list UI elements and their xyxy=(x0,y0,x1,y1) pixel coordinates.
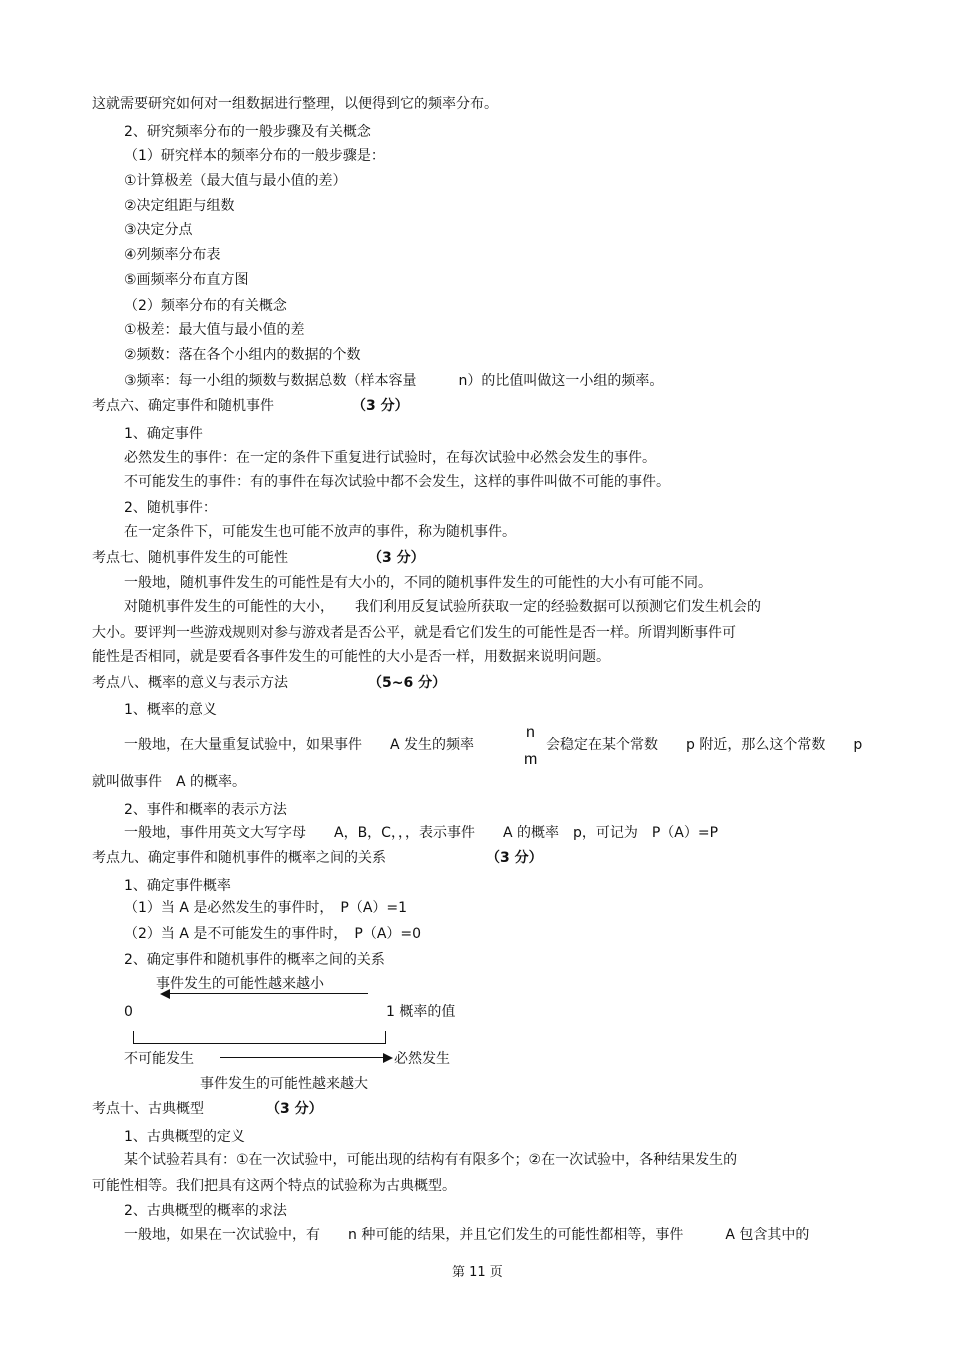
text-line: 1、确定事件 xyxy=(124,426,203,442)
sub-heading: （2）频率分布的有关概念 xyxy=(124,298,287,314)
text-line: 对随机事件发生的可能性的大小， 我们利用反复试验所获取一定的经验数据可以预测它们发生机会的 xyxy=(124,599,761,615)
kp8-score: （5~6 分） xyxy=(368,675,447,691)
range-bracket xyxy=(133,1031,386,1044)
text-line: 一般地，事件用英文大写字母 A，B，C，，，表示事件 A 的概率 p，可记为 P（A）=P xyxy=(124,825,719,841)
text-line: 2、事件和概率的表示方法 xyxy=(124,802,287,818)
text-line: 2、确定事件和随机事件的概率之间的关系 xyxy=(124,952,385,968)
kp10-title: 考点十、古典概型 xyxy=(92,1101,204,1117)
diagram-value-one: 1 概率的值 xyxy=(386,1004,456,1020)
list-item: ②频数：落在各个小组内的数据的个数 xyxy=(124,347,361,363)
arrow-line xyxy=(220,1057,384,1058)
arrow-right-icon xyxy=(383,1053,393,1063)
section-heading: 2、研究频率分布的一般步骤及有关概念 xyxy=(124,124,371,140)
list-item: ④列频率分布表 xyxy=(124,247,221,263)
sub-heading: （1）研究样本的频率分布的一般步骤是： xyxy=(124,148,385,164)
text-line: 2、古典概型的概率的求法 xyxy=(124,1203,287,1219)
text-line: 1、概率的意义 xyxy=(124,702,217,718)
text-line: 1、古典概型的定义 xyxy=(124,1129,245,1145)
diagram-right-label: 必然发生 xyxy=(394,1051,450,1067)
kp7-score: （3 分） xyxy=(368,550,425,566)
kp9-title: 考点九、确定事件和随机事件的概率之间的关系 xyxy=(92,850,386,866)
fraction-numerator: n xyxy=(526,724,535,741)
text-line: 在一定条件下，可能发生也可能不放声的事件，称为随机事件。 xyxy=(124,524,516,540)
list-item: ③决定分点 xyxy=(124,222,193,238)
arrow-line xyxy=(168,993,368,994)
text-line: 某个试验若具有：①在一次试验中，可能出现的结构有有限多个；②在一次试验中，各种结果发生的 xyxy=(124,1152,738,1168)
page-number: 第 11 页 xyxy=(452,1265,503,1280)
text-line: 大小。要评判一些游戏规则对参与游戏者是否公平，就是看它们发生的可能性是否一样。所谓判断事件可 xyxy=(92,625,736,641)
text-line: 1、确定事件概率 xyxy=(124,878,231,894)
kp6-title: 考点六、确定事件和随机事件 xyxy=(92,398,274,414)
kp8-title: 考点八、概率的意义与表示方法 xyxy=(92,675,288,691)
kp9-score: （3 分） xyxy=(486,850,543,866)
diagram-top-label: 事件发生的可能性越来越小 xyxy=(156,976,324,992)
text-line: 不可能发生的事件：有的事件在每次试验中都不会发生，这样的事件叫做不可能的事件。 xyxy=(124,474,670,490)
list-item: ①极差：最大值与最小值的差 xyxy=(124,322,305,338)
list-item: ②决定组距与组数 xyxy=(124,198,235,214)
text-line: 必然发生的事件：在一定的条件下重复进行试验时，在每次试验中必然会发生的事件。 xyxy=(124,450,656,466)
arrow-left-icon xyxy=(160,989,170,999)
text-line: （1）当 A 是必然发生的事件时， P（A）=1 xyxy=(124,900,408,916)
kp6-score: （3 分） xyxy=(352,398,409,414)
list-item: ①计算极差（最大值与最小值的差） xyxy=(124,173,347,189)
fraction-denominator: m xyxy=(524,751,538,768)
text-line: 能性是否相同，就是要看各事件发生的可能性的大小是否一样，用数据来说明问题。 xyxy=(92,649,610,665)
text-line: 这就需要研究如何对一组数据进行整理，以便得到它的频率分布。 xyxy=(92,96,498,112)
text-line: 可能性相等。我们把具有这两个特点的试验称为古典概型。 xyxy=(92,1178,456,1194)
kp10-score: （3 分） xyxy=(266,1101,323,1117)
text-line: 就叫做事件 A 的概率。 xyxy=(92,774,247,790)
list-item: ⑤画频率分布直方图 xyxy=(124,272,249,288)
text-line: 2、随机事件： xyxy=(124,500,217,516)
text-line: 一般地，在大量重复试验中，如果事件 A 发生的频率 xyxy=(124,737,475,753)
text-line: （2）当 A 是不可能发生的事件时， P（A）=0 xyxy=(124,926,422,942)
list-item: ③频率：每一小组的频数与数据总数（样本容量 n）的比值叫做这一小组的频率。 xyxy=(124,373,664,389)
diagram-bottom-label: 事件发生的可能性越来越大 xyxy=(200,1076,368,1092)
text-line: 一般地，随机事件发生的可能性是有大小的，不同的随机事件发生的可能性的大小有可能不同。 xyxy=(124,575,712,591)
kp7-title: 考点七、随机事件发生的可能性 xyxy=(92,550,288,566)
diagram-value-zero: 0 xyxy=(124,1004,133,1020)
diagram-left-label: 不可能发生 xyxy=(124,1051,194,1067)
text-line: 一般地，如果在一次试验中，有 n 种可能的结果，并且它们发生的可能性都相等，事件 A 包含其中的 xyxy=(124,1227,810,1243)
text-line: 会稳定在某个常数 p 附近，那么这个常数 p xyxy=(546,737,863,753)
